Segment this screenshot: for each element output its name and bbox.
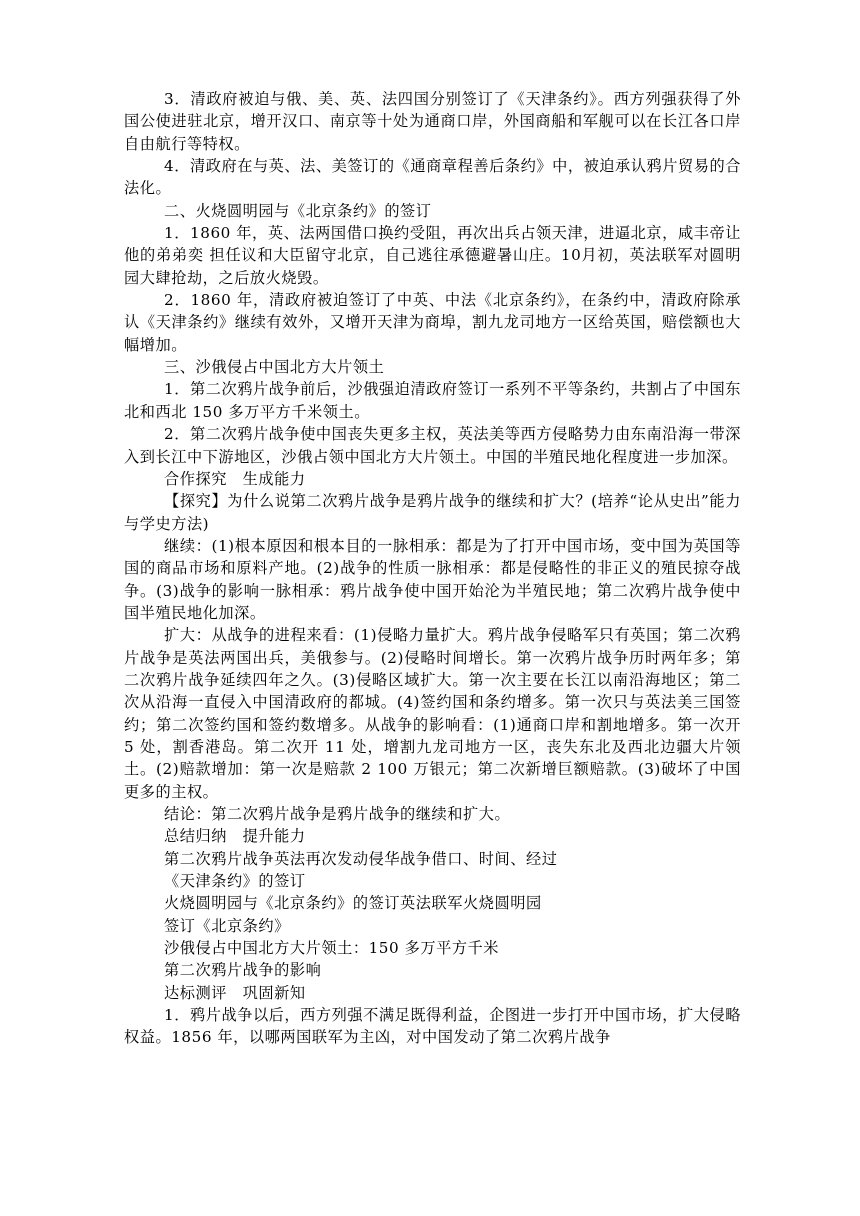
paragraph-inquiry-question: 【探究】为什么说第二次鸦片战争是鸦片战争的继续和扩大？(培养“论从史出”能力与学史方法)	[124, 492, 741, 533]
question-1: 1．鸦片战争以后，西方列强不满足既得利益，企图进一步打开中国市场，扩大侵略权益。1856 年，以哪两国联军为主凶，对中国发动了第二次鸦片战争	[124, 1006, 741, 1047]
section-heading-assessment: 达标测评 巩固新知	[164, 983, 306, 1002]
paragraph-conclusion: 结论：第二次鸦片战争是鸦片战争的继续和扩大。	[164, 805, 511, 823]
paragraph-continuation: 继续：(1)根本原因和根本目的一脉相承：都是为了打开中国市场，变中国为英国等国的商品市场和原料产地。(2)战争的性质一脉相承：都是侵略性的非正义的殖民掠夺战争。(3)战争的影响一脉相承：鸦片战争使中国开始沦为半殖民地；第二次鸦片战争使中国半殖民地化加深。	[124, 536, 741, 622]
summary-line-4: 签订《北京条约》	[164, 916, 290, 935]
paragraph-beijing-treaty: 2．1860 年，清政府被迫签订了中英、中法《北京条约》，在条约中，清政府除承认《天津条约》继续有效外，又增开天津为商埠，割九龙司地方一区给英国，赔偿额也大幅增加。	[124, 291, 741, 354]
summary-line-2: 《天津条约》的签订	[164, 872, 306, 891]
summary-line-6: 第二次鸦片战争的影响	[164, 961, 322, 980]
summary-line-3: 火烧圆明园与《北京条约》的签订英法联军火烧圆明园	[164, 894, 542, 913]
paragraph-1860-occupation: 1．1860 年，英、法两国借口换约受阻，再次出兵占领天津，进逼北京，咸丰帝让他的弟弟奕 担任议和大臣留守北京，自己逃往承德避暑山庄。10月初，英法联军对圆明园大肆抢劫，之后放火烧毁。	[124, 224, 741, 287]
summary-line-5: 沙俄侵占中国北方大片领土：150 多万平方千米	[164, 939, 500, 958]
paragraph-war-impact: 2．第二次鸦片战争使中国丧失更多主权，英法美等西方侵略势力由东南沿海一带深入到长江中下游地区，沙俄占领中国北方大片领土。中国的半殖民地化程度进一步加深。	[124, 425, 741, 466]
paragraph-russia-territory: 1．第二次鸦片战争前后，沙俄强迫清政府签订一系列不平等条约，共割占了中国东北和西北 150 多万平方千米领土。	[124, 380, 741, 421]
summary-line-1: 第二次鸦片战争英法再次发动侵华战争借口、时间、经过	[164, 849, 558, 868]
paragraph-trade-regulations: 4．清政府在与英、法、美签订的《通商章程善后条约》中，被迫承认鸦片贸易的合法化。	[124, 157, 741, 198]
section-heading-summary: 总结归纳 提升能力	[164, 827, 306, 846]
section-heading-3: 三、沙俄侵占中国北方大片领土	[164, 358, 385, 377]
paragraph-expansion: 扩大：从战争的进程来看：(1)侵略力量扩大。鸦片战争侵略军只有英国；第二次鸦片战争是英法两国出兵，美俄参与。(2)侵略时间增长。第一次鸦片战争历时两年多；第二次鸦片战争延续四年之久。(3)侵略区域扩大。第一次主要在长江以南沿海地区；第二次从沿海一直侵入中国清政府的都城。(4)签约国和条约增多。第一次只与英法美三国签约；第二次签约国和签约数增多。从战争的影响看：(1)通商口岸和割地增多。第一次开 5 处，割香港岛。第二次开 11 处，增割九龙司地方一区，丧失东北及西北边疆大片领土。(2)赔款增加：第一次是赔款 2 100 万银元；第二次新增巨额赔款。(3)破坏了中国更多的主权。	[124, 626, 741, 801]
section-heading-cooperation: 合作探究 生成能力	[164, 469, 306, 488]
paragraph-tianjin-treaty: 3．清政府被迫与俄、美、英、法四国分别签订了《天津条约》。西方列强获得了外国公使进驻北京，增开汉口、南京等十处为通商口岸，外国商船和军舰可以在长江各口岸自由航行等特权。	[124, 90, 741, 153]
document-page	[124, 88, 741, 1049]
section-heading-2: 二、火烧圆明园与《北京条约》的签订	[164, 201, 432, 220]
